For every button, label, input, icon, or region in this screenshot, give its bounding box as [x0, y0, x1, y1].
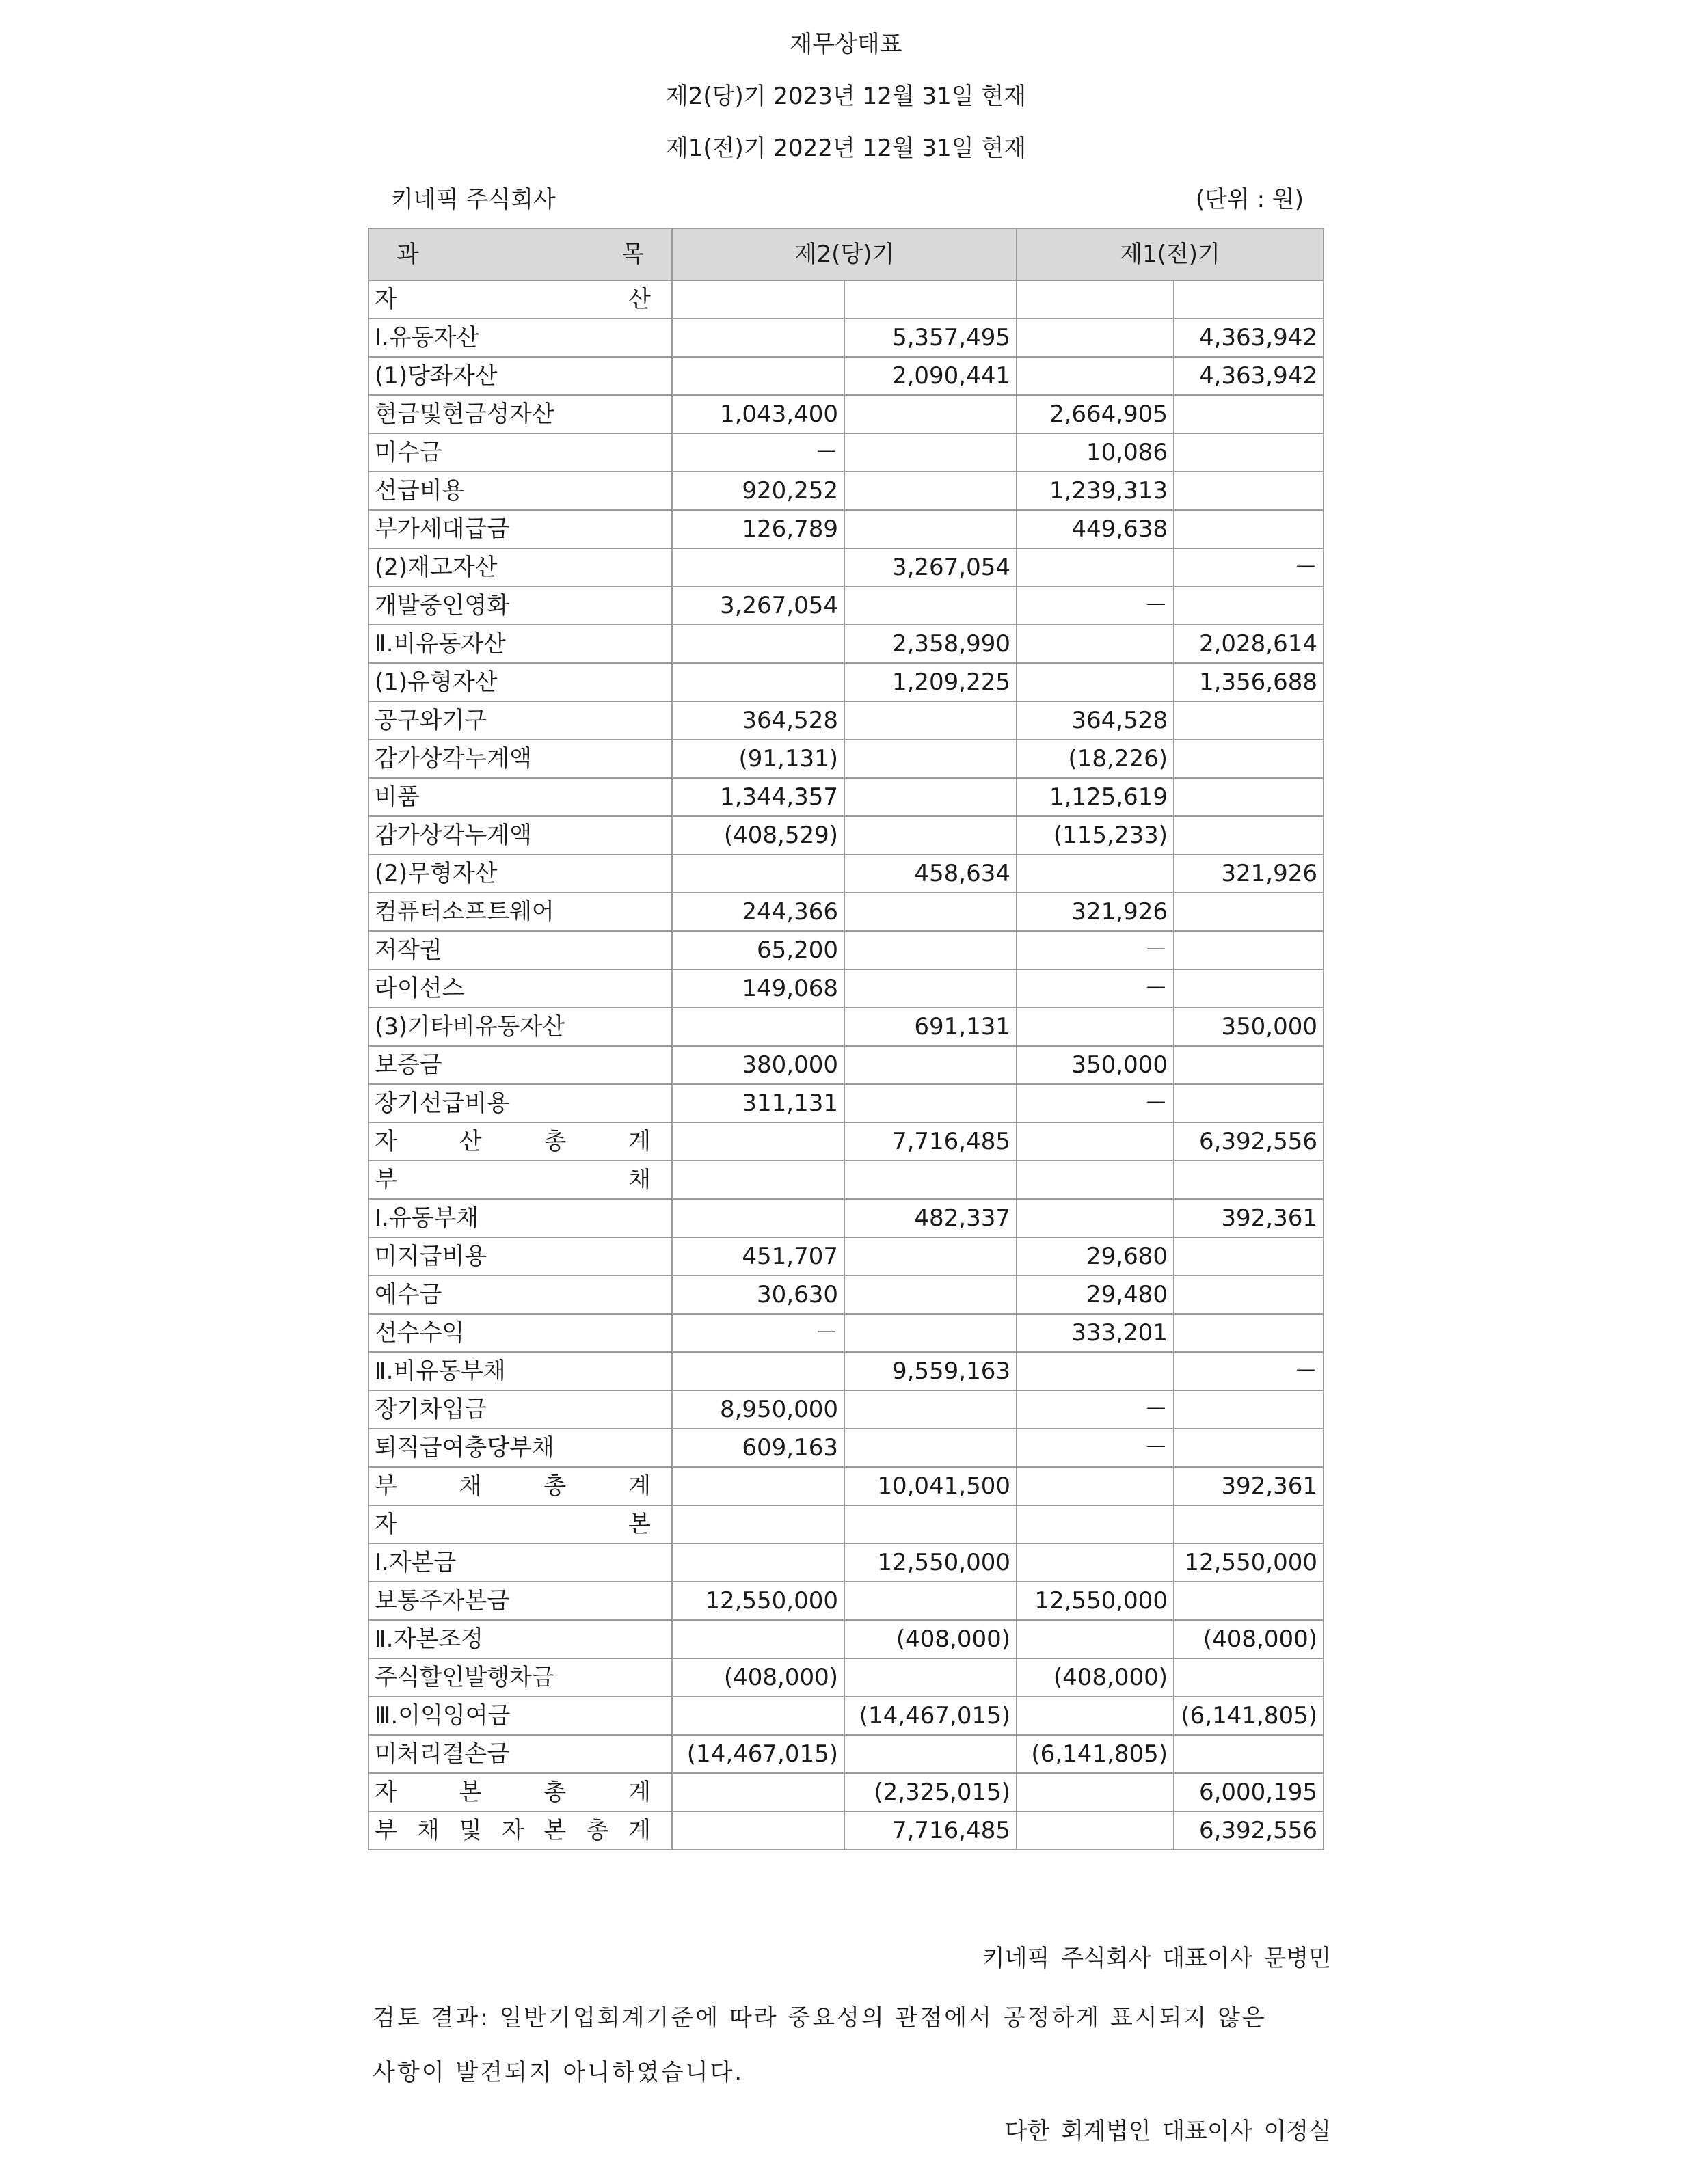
amount-cell — [844, 816, 1017, 854]
amount-cell: (14,467,015) — [672, 1735, 844, 1773]
amount-cell — [1174, 1276, 1324, 1314]
row-label: 장기선급비용 — [368, 1084, 672, 1122]
table-body — [368, 280, 1324, 1850]
amount-cell: (91,131) — [672, 740, 844, 778]
amount-cell — [844, 280, 1017, 319]
table-row — [368, 740, 1324, 778]
amount-cell — [844, 1505, 1017, 1543]
amount-cell — [1174, 1046, 1324, 1084]
amount-cell: 29,480 — [1017, 1276, 1174, 1314]
amount-cell — [672, 1543, 844, 1582]
row-label: 저작권 — [368, 931, 672, 969]
amount-cell — [844, 1161, 1017, 1199]
amount-cell: 6,392,556 — [1174, 1811, 1324, 1850]
amount-cell — [1174, 1390, 1324, 1429]
amount-cell — [1017, 1352, 1174, 1390]
amount-cell: (14,467,015) — [844, 1697, 1017, 1735]
row-label: 주식할인발행차금 — [368, 1658, 672, 1697]
amount-cell — [1017, 319, 1174, 357]
row-label: 비품 — [368, 778, 672, 816]
amount-cell: 5,357,495 — [844, 319, 1017, 357]
row-label: 자 본 — [368, 1505, 672, 1543]
period-prior: 제1(전)기 2022년 12월 31일 현재 — [665, 135, 1027, 162]
amount-cell — [672, 1122, 844, 1161]
amount-cell: 149,068 — [672, 969, 844, 1008]
row-label: (2)무형자산 — [368, 854, 672, 893]
row-label: 자 산 총 계 — [368, 1122, 672, 1161]
amount-cell: － — [1017, 1429, 1174, 1467]
table-row — [368, 1008, 1324, 1046]
amount-cell: (6,141,805) — [1017, 1735, 1174, 1773]
row-label: 라이선스 — [368, 969, 672, 1008]
table-row — [368, 816, 1324, 854]
amount-cell — [1017, 1161, 1174, 1199]
amount-cell — [844, 931, 1017, 969]
row-label: 선수수익 — [368, 1314, 672, 1352]
amount-cell — [1174, 1161, 1324, 1199]
amount-cell — [672, 319, 844, 357]
row-label: (1)유형자산 — [368, 663, 672, 701]
unit-label: (단위 : 원) — [1195, 186, 1304, 213]
table-row — [368, 1658, 1324, 1697]
amount-cell — [844, 1735, 1017, 1773]
amount-cell — [844, 510, 1017, 548]
amount-cell — [1174, 510, 1324, 548]
amount-cell: 10,041,500 — [844, 1467, 1017, 1505]
table-row — [368, 1237, 1324, 1276]
amount-cell — [844, 893, 1017, 931]
amount-cell — [1017, 625, 1174, 663]
amount-cell: 4,363,942 — [1174, 319, 1324, 357]
review-result-line-1: 검토 결과: 일반기업회계기준에 따라 중요성의 관점에서 공정하게 표시되지 않은 — [373, 2004, 1267, 2032]
amount-cell: 482,337 — [844, 1199, 1017, 1237]
amount-cell — [1017, 1543, 1174, 1582]
row-label: Ⅰ.유동자산 — [368, 319, 672, 357]
row-label: 미처리결손금 — [368, 1735, 672, 1773]
amount-cell — [672, 1773, 844, 1811]
row-label: 미지급비용 — [368, 1237, 672, 1276]
amount-cell — [672, 1199, 844, 1237]
table-row — [368, 510, 1324, 548]
amount-cell — [844, 1582, 1017, 1620]
amount-cell — [1174, 778, 1324, 816]
amount-cell: － — [1017, 969, 1174, 1008]
amount-cell — [844, 778, 1017, 816]
table-row — [368, 969, 1324, 1008]
amount-cell — [1017, 357, 1174, 395]
table-row — [368, 1467, 1324, 1505]
auditor-signature: 다한 회계법인 대표이사 이정실 — [1004, 2118, 1331, 2145]
row-label: 감가상각누계액 — [368, 740, 672, 778]
amount-cell: 9,559,163 — [844, 1352, 1017, 1390]
amount-cell — [1174, 280, 1324, 319]
table-row — [368, 1620, 1324, 1658]
amount-cell: － — [1017, 1390, 1174, 1429]
table-row — [368, 1429, 1324, 1467]
amount-cell: 4,363,942 — [1174, 357, 1324, 395]
table-row — [368, 701, 1324, 740]
amount-cell: (408,000) — [1174, 1620, 1324, 1658]
amount-cell — [844, 1429, 1017, 1467]
amount-cell — [844, 395, 1017, 433]
table-row — [368, 1199, 1324, 1237]
amount-cell — [844, 1276, 1017, 1314]
amount-cell: 1,356,688 — [1174, 663, 1324, 701]
row-label: 공구와기구 — [368, 701, 672, 740]
amount-cell: 1,344,357 — [672, 778, 844, 816]
amount-cell: － — [1174, 1352, 1324, 1390]
amount-cell: 311,131 — [672, 1084, 844, 1122]
table-row — [368, 280, 1324, 319]
amount-cell — [844, 1390, 1017, 1429]
amount-cell: 392,361 — [1174, 1467, 1324, 1505]
table-row — [368, 931, 1324, 969]
amount-cell: (408,000) — [672, 1658, 844, 1697]
table-row — [368, 1697, 1324, 1735]
table-row — [368, 1314, 1324, 1352]
review-result-line-2: 사항이 발견되지 아니하였습니다. — [373, 2059, 744, 2086]
table-row — [368, 1276, 1324, 1314]
row-label: 보통주자본금 — [368, 1582, 672, 1620]
amount-cell — [1017, 1122, 1174, 1161]
amount-cell: 2,664,905 — [1017, 395, 1174, 433]
amount-cell — [1174, 1084, 1324, 1122]
amount-cell: 333,201 — [1017, 1314, 1174, 1352]
amount-cell — [1017, 548, 1174, 587]
table-row — [368, 357, 1324, 395]
row-label: 부가세대급금 — [368, 510, 672, 548]
amount-cell — [672, 663, 844, 701]
row-label: Ⅱ.자본조정 — [368, 1620, 672, 1658]
amount-cell — [1174, 1429, 1324, 1467]
amount-cell: 364,528 — [1017, 701, 1174, 740]
amount-cell: 1,125,619 — [1017, 778, 1174, 816]
amount-cell: 449,638 — [1017, 510, 1174, 548]
row-label: 감가상각누계액 — [368, 816, 672, 854]
row-label: Ⅱ.비유동자산 — [368, 625, 672, 663]
amount-cell — [844, 1084, 1017, 1122]
amount-cell — [844, 701, 1017, 740]
table-row — [368, 854, 1324, 893]
row-label: 부 채 총 계 — [368, 1467, 672, 1505]
amount-cell: 920,252 — [672, 472, 844, 510]
amount-cell: 6,000,195 — [1174, 1773, 1324, 1811]
table-row — [368, 1084, 1324, 1122]
amount-cell — [1174, 1735, 1324, 1773]
amount-cell: (6,141,805) — [1174, 1697, 1324, 1735]
amount-cell: (408,000) — [1017, 1658, 1174, 1697]
amount-cell: (408,529) — [672, 816, 844, 854]
table-header-row — [368, 228, 1324, 280]
amount-cell: 350,000 — [1174, 1008, 1324, 1046]
table-row — [368, 1505, 1324, 1543]
table-row — [368, 1735, 1324, 1773]
amount-cell — [1017, 1697, 1174, 1735]
row-label: 퇴직급여충당부채 — [368, 1429, 672, 1467]
document-title: 재무상태표 — [790, 31, 902, 58]
representative-signature: 키네픽 주식회사 대표이사 문병민 — [982, 1945, 1331, 1972]
amount-cell — [1017, 1008, 1174, 1046]
amount-cell — [844, 1658, 1017, 1697]
amount-cell: 12,550,000 — [1174, 1543, 1324, 1582]
row-label: (3)기타비유동자산 — [368, 1008, 672, 1046]
amount-cell: (408,000) — [844, 1620, 1017, 1658]
amount-cell: 8,950,000 — [672, 1390, 844, 1429]
amount-cell: (2,325,015) — [844, 1773, 1017, 1811]
amount-cell: 126,789 — [672, 510, 844, 548]
table-row — [368, 1046, 1324, 1084]
table-row — [368, 319, 1324, 357]
period-current: 제2(당)기 2023년 12월 31일 현재 — [665, 83, 1027, 110]
amount-cell: 1,043,400 — [672, 395, 844, 433]
row-label: 컴퓨터소프트웨어 — [368, 893, 672, 931]
row-label: Ⅲ.이익잉여금 — [368, 1697, 672, 1735]
table-row — [368, 472, 1324, 510]
amount-cell: 380,000 — [672, 1046, 844, 1084]
amount-cell — [844, 969, 1017, 1008]
row-label: 예수금 — [368, 1276, 672, 1314]
amount-cell: 691,131 — [844, 1008, 1017, 1046]
amount-cell: － — [1017, 587, 1174, 625]
amount-cell — [1017, 1620, 1174, 1658]
balance-sheet-table — [368, 228, 1324, 1850]
table-row — [368, 663, 1324, 701]
amount-cell: － — [1174, 548, 1324, 587]
amount-cell — [1174, 587, 1324, 625]
amount-cell — [1017, 1773, 1174, 1811]
amount-cell — [1017, 280, 1174, 319]
amount-cell — [672, 1467, 844, 1505]
amount-cell: － — [672, 1314, 844, 1352]
amount-cell — [844, 472, 1017, 510]
amount-cell — [672, 1505, 844, 1543]
amount-cell: 244,366 — [672, 893, 844, 931]
table-row — [368, 1811, 1324, 1850]
amount-cell — [1017, 1505, 1174, 1543]
amount-cell — [1017, 1811, 1174, 1850]
amount-cell: 12,550,000 — [844, 1543, 1017, 1582]
row-label: Ⅱ.비유동부채 — [368, 1352, 672, 1390]
amount-cell — [1174, 931, 1324, 969]
row-label: 개발중인영화 — [368, 587, 672, 625]
table-row — [368, 1543, 1324, 1582]
row-label: (2)재고자산 — [368, 548, 672, 587]
amount-cell — [844, 587, 1017, 625]
amount-cell — [1174, 816, 1324, 854]
amount-cell: 12,550,000 — [672, 1582, 844, 1620]
table-row — [368, 1390, 1324, 1429]
row-label: 자 산 — [368, 280, 672, 319]
amount-cell — [672, 1697, 844, 1735]
amount-cell — [844, 1046, 1017, 1084]
table-row — [368, 1582, 1324, 1620]
amount-cell: 10,086 — [1017, 433, 1174, 472]
amount-cell: 1,239,313 — [1017, 472, 1174, 510]
amount-cell: 350,000 — [1017, 1046, 1174, 1084]
amount-cell: 7,716,485 — [844, 1122, 1017, 1161]
amount-cell: 30,630 — [672, 1276, 844, 1314]
table-row — [368, 893, 1324, 931]
amount-cell — [672, 1352, 844, 1390]
amount-cell — [1174, 1582, 1324, 1620]
amount-cell — [1174, 1658, 1324, 1697]
column-header-current: 제2(당)기 — [672, 228, 1017, 280]
amount-cell: 392,361 — [1174, 1199, 1324, 1237]
amount-cell: 7,716,485 — [844, 1811, 1017, 1850]
amount-cell — [1174, 969, 1324, 1008]
amount-cell — [1174, 893, 1324, 931]
table-row — [368, 1122, 1324, 1161]
amount-cell — [672, 1161, 844, 1199]
row-label: 선급비용 — [368, 472, 672, 510]
amount-cell — [1174, 472, 1324, 510]
row-label: 보증금 — [368, 1046, 672, 1084]
amount-cell — [844, 1314, 1017, 1352]
amount-cell — [1174, 1237, 1324, 1276]
amount-cell — [844, 740, 1017, 778]
amount-cell — [1174, 701, 1324, 740]
amount-cell: 65,200 — [672, 931, 844, 969]
amount-cell: (115,233) — [1017, 816, 1174, 854]
table-row — [368, 587, 1324, 625]
amount-cell — [1174, 433, 1324, 472]
amount-cell — [1017, 663, 1174, 701]
amount-cell: 6,392,556 — [1174, 1122, 1324, 1161]
amount-cell: 458,634 — [844, 854, 1017, 893]
amount-cell: (18,226) — [1017, 740, 1174, 778]
row-label: 장기차입금 — [368, 1390, 672, 1429]
amount-cell — [672, 548, 844, 587]
amount-cell — [844, 1237, 1017, 1276]
amount-cell: 1,209,225 — [844, 663, 1017, 701]
table-row — [368, 1161, 1324, 1199]
table-row — [368, 548, 1324, 587]
amount-cell — [672, 1620, 844, 1658]
column-header-item: 과 목 — [368, 228, 672, 280]
table-row — [368, 395, 1324, 433]
amount-cell — [672, 1008, 844, 1046]
table-row — [368, 1352, 1324, 1390]
amount-cell — [1017, 854, 1174, 893]
amount-cell: 2,028,614 — [1174, 625, 1324, 663]
row-label: 부 채 — [368, 1161, 672, 1199]
amount-cell: 321,926 — [1017, 893, 1174, 931]
table-row — [368, 433, 1324, 472]
amount-cell: 364,528 — [672, 701, 844, 740]
table-row — [368, 625, 1324, 663]
row-label: 부 채 및 자 본 총 계 — [368, 1811, 672, 1850]
amount-cell — [844, 433, 1017, 472]
amount-cell: 609,163 — [672, 1429, 844, 1467]
amount-cell: 2,358,990 — [844, 625, 1017, 663]
amount-cell: 451,707 — [672, 1237, 844, 1276]
amount-cell — [1174, 740, 1324, 778]
amount-cell: － — [1017, 931, 1174, 969]
amount-cell: 2,090,441 — [844, 357, 1017, 395]
amount-cell: － — [672, 433, 844, 472]
row-label: Ⅰ.유동부채 — [368, 1199, 672, 1237]
amount-cell: 321,926 — [1174, 854, 1324, 893]
amount-cell — [672, 1811, 844, 1850]
amount-cell — [672, 854, 844, 893]
column-header-prior: 제1(전)기 — [1017, 228, 1324, 280]
amount-cell: 3,267,054 — [844, 548, 1017, 587]
amount-cell — [672, 280, 844, 319]
table-row — [368, 778, 1324, 816]
amount-cell — [1174, 1505, 1324, 1543]
amount-cell — [1174, 395, 1324, 433]
company-name: 키네픽 주식회사 — [391, 186, 556, 213]
amount-cell: 29,680 — [1017, 1237, 1174, 1276]
amount-cell — [1174, 1314, 1324, 1352]
row-label: 현금및현금성자산 — [368, 395, 672, 433]
amount-cell: 3,267,054 — [672, 587, 844, 625]
amount-cell — [1017, 1199, 1174, 1237]
row-label: 자 본 총 계 — [368, 1773, 672, 1811]
amount-cell — [1017, 1467, 1174, 1505]
row-label: 미수금 — [368, 433, 672, 472]
amount-cell: － — [1017, 1084, 1174, 1122]
row-label: Ⅰ.자본금 — [368, 1543, 672, 1582]
amount-cell: 12,550,000 — [1017, 1582, 1174, 1620]
table-row — [368, 1773, 1324, 1811]
amount-cell — [672, 625, 844, 663]
row-label: (1)당좌자산 — [368, 357, 672, 395]
amount-cell — [672, 357, 844, 395]
